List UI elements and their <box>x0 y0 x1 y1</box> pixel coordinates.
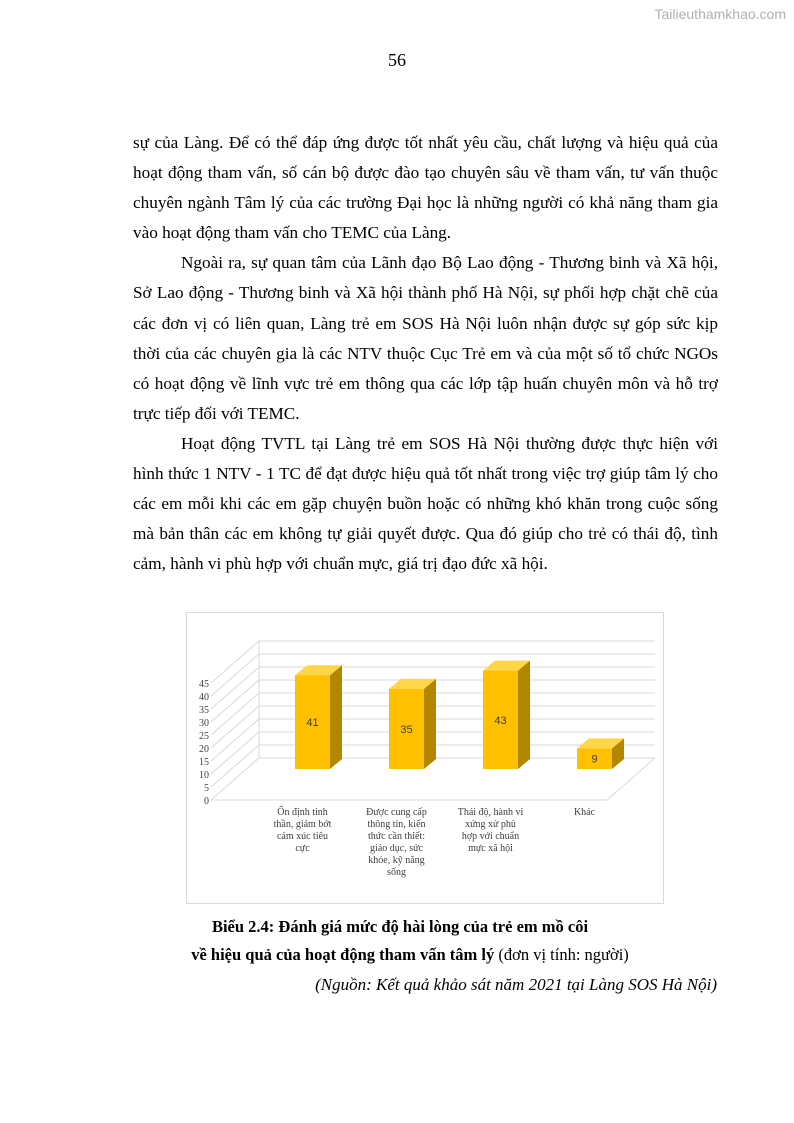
bar-side <box>518 661 530 769</box>
y-tick-label: 30 <box>199 718 209 729</box>
y-tick-label: 45 <box>199 679 209 690</box>
side-gridline <box>211 654 259 696</box>
category-label: cảm xúc tiêu <box>276 831 329 842</box>
side-gridline <box>211 667 259 709</box>
watermark: Tailieuthamkhao.com <box>654 6 786 22</box>
side-gridline <box>211 719 259 761</box>
category-label: Được cung cấp <box>366 807 427 818</box>
category-label: Thái độ, hành vi <box>457 807 524 818</box>
category-label: Khác <box>573 807 596 818</box>
y-tick-label: 15 <box>199 757 209 768</box>
paragraph: Hoạt động TVTL tại Làng trẻ em SOS Hà Nội thường được thực hiện với hình thức 1 NTV - 1 TC để đạt được hiệu quả tốt nhất trong việc trợ giúp tâm lý cho các em mỗi khi các em gặp chuyện buồn hoặc có những khó khăn trong cuộc sống mà bản thân các em không tự giải quyết được. Qua đó giúp cho trẻ có thái độ, tình cảm, hành vi phù hợp với chuẩn mực, giá trị đạo đức xã hội. <box>133 433 718 574</box>
category-label: giáo dục, sức <box>370 843 423 854</box>
y-tick-label: 10 <box>199 770 209 781</box>
chart <box>186 612 664 904</box>
category-label: mực xã hội <box>468 843 513 854</box>
side-gridline <box>211 641 259 683</box>
caption-bold: về hiệu quả của hoạt động tham vấn tâm lý <box>191 945 495 964</box>
paragraph: Ngoài ra, sự quan tâm của Lãnh đạo Bộ Lao động - Thương binh và Xã hội, Sở Lao động - Thương binh và Xã hội thành phố Hà Nội, sự phối hợp chặt chẽ của các đơn vị có liên quan, Làng trẻ em SOS Hà Nội luôn nhận được sự góp sức kịp thời của các chuyên gia là các NTV thuộc Cục Trẻ em và của một số tổ chức NGOs có hoạt động về lĩnh vực trẻ em thông qua các lớp tập huấn chuyên môn và hỗ trợ trực tiếp đối với TEMC. <box>133 253 718 423</box>
category-label: thần, giảm bớt <box>273 819 332 830</box>
side-gridline <box>211 693 259 735</box>
side-gridline <box>211 732 259 774</box>
bar-side <box>424 679 436 769</box>
y-tick-label: 35 <box>199 705 209 716</box>
y-tick-label: 20 <box>199 744 209 755</box>
category-label: xứng xử phù <box>465 819 516 830</box>
category-label: thông tin, kiến <box>367 819 426 830</box>
y-tick-label: 0 <box>204 796 209 807</box>
side-gridline <box>211 758 259 800</box>
figure-caption-line2 <box>50 945 770 965</box>
bar-side <box>330 665 342 769</box>
page-number: 56 <box>388 50 406 70</box>
figure-source: (Nguồn: Kết quả khảo sát năm 2021 tại Làng SOS Hà Nội) <box>315 975 717 994</box>
side-gridline <box>211 745 259 787</box>
side-gridline <box>211 680 259 722</box>
paragraph: sự của Làng. Để có thể đáp ứng được tốt nhất yêu cầu, chất lượng và hiệu quả của hoạt động tham vấn, số cán bộ được đào tạo chuyên sâu về tham vấn, tư vấn thuộc chuyên ngành Tâm lý của các trường Đại học là những người có khả năng tham gia vào hoạt động tham vấn cho TEMC của Làng. <box>133 133 718 243</box>
category-label: khỏe, kỹ năng <box>368 855 425 866</box>
side-gridline <box>211 706 259 748</box>
figure-caption: Biểu 2.4: Đánh giá mức độ hài lòng của trẻ em mồ côi <box>211 917 589 936</box>
data-label: 9 <box>591 753 598 766</box>
y-tick-label: 5 <box>204 783 209 794</box>
data-label: 41 <box>306 717 319 730</box>
category-label: sống <box>387 867 406 878</box>
category-label: thức cần thiết: <box>367 831 426 842</box>
y-tick-label: 25 <box>199 731 209 742</box>
data-label: 43 <box>494 714 507 727</box>
chart-svg <box>187 613 665 905</box>
category-label: Ổn định tinh <box>277 807 328 818</box>
y-tick-label: 40 <box>199 692 209 703</box>
body-text <box>133 128 718 579</box>
category-label: hợp với chuẩn <box>461 831 520 842</box>
caption-unit: (đơn vị tính: người) <box>494 945 629 964</box>
category-label: cực <box>295 843 310 854</box>
data-label: 35 <box>400 723 413 736</box>
